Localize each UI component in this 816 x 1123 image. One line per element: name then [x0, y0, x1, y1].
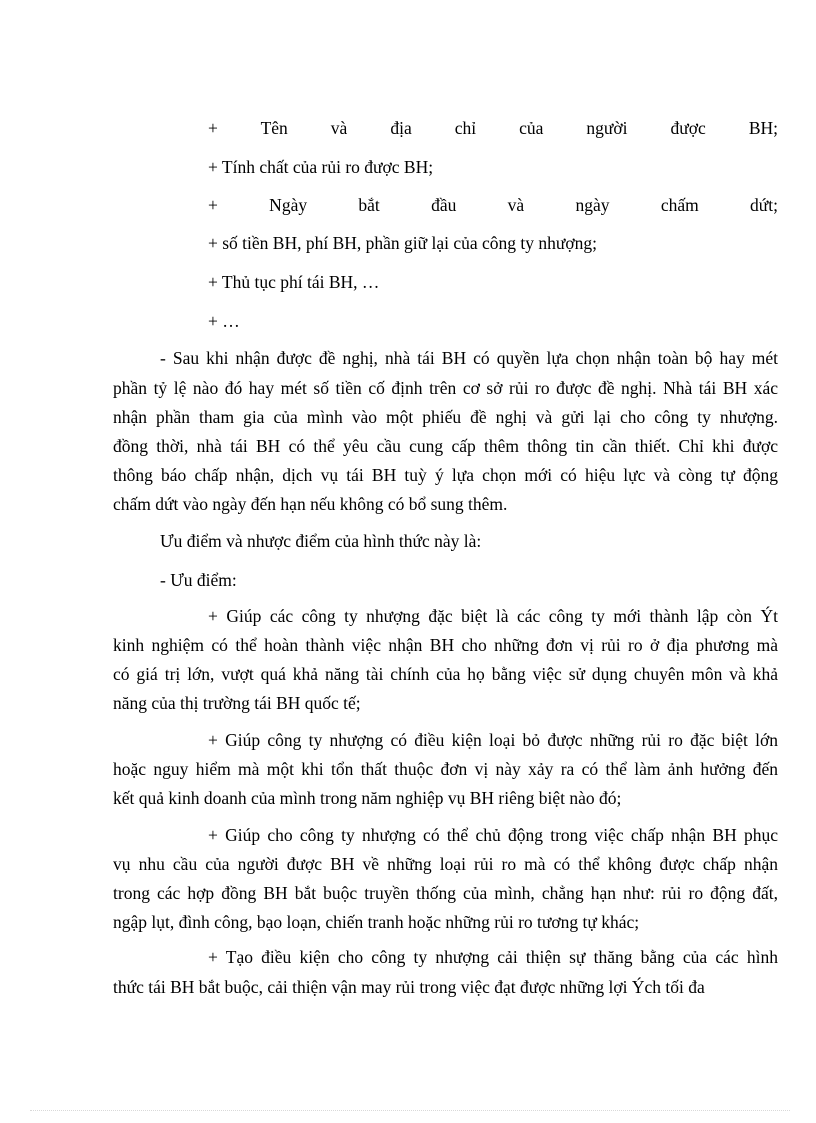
- para4-line: trong các hợp đồng BH bắt buộc truyền thống của mình, chẳng hạn như: rủi ro động đất,: [113, 883, 778, 903]
- para2-line: năng của thị trường tái BH quốc tế;: [113, 693, 361, 713]
- advantages-heading: - Ưu điểm:: [160, 570, 237, 590]
- para1-line: thông báo chấp nhận, dịch vụ tái BH tuỳ ý lựa chọn mới có hiệu lực và còng tự động: [113, 465, 778, 485]
- para3-line: + Giúp công ty nhượng có điều kiện loại bỏ được những rủi ro đặc biệt lớn: [208, 730, 778, 750]
- para3-line: hoặc nguy hiểm mà một khi tổn thất thuộc đơn vị này xảy ra có thể làm ảnh hưởng đến: [113, 759, 778, 779]
- para5-line: + Tạo điều kiện cho công ty nhượng cải thiện sự thăng bằng của các hình: [208, 947, 778, 967]
- para4-line: vụ nhu cầu của người được BH về những loại rủi ro mà có thể không được chấp nhận: [113, 854, 778, 874]
- para2-line: có giá trị lớn, vượt quá khả năng tài chính của họ bằng việc sử dụng chuyên môn và khả: [113, 664, 778, 684]
- list-item-risk-nature: + Tính chất của rủi ro được BH;: [208, 157, 434, 177]
- para2-line: + Giúp các công ty nhượng đặc biệt là các công ty mới thành lập còn Ýt: [208, 606, 778, 626]
- para1-line: phần tỷ lệ nào đó hay mét số tiền cố định trên cơ sở rủi ro được đề nghị. Nhà tái BH xác: [113, 378, 778, 398]
- para1-line: chấm dứt vào ngày đến hạn nếu không có bổ sung thêm.: [113, 494, 508, 514]
- para1-line: nhận phần tham gia của mình vào một phiếu đề nghị và gửi lại cho công ty nhượng.: [113, 407, 778, 427]
- list-item-name-address: + Tên và địa chỉ của người được BH;: [208, 118, 778, 138]
- page-bottom-divider: [30, 1110, 790, 1111]
- para5-line: thức tái BH bắt buộc, cải thiện vận may rủi trong việc đạt được những lợi Ých tối đa: [113, 977, 705, 997]
- list-item-dates: + Ngày bắt đầu và ngày chấm dứt;: [208, 195, 778, 215]
- section-heading: Ưu điểm và nhược điểm của hình thức này là:: [160, 531, 482, 551]
- para3-line: kết quả kinh doanh của mình trong năm nghiệp vụ BH riêng biệt nào đó;: [113, 788, 622, 808]
- para2-line: kinh nghiệm có thể hoàn thành việc nhận BH cho những đơn vị rủi ro ở địa phương mà: [113, 635, 778, 655]
- list-item-fees: + Thủ tục phí tái BH, …: [208, 272, 380, 292]
- para4-line: + Giúp cho công ty nhượng có thể chủ động trong việc chấp nhận BH phục: [208, 825, 778, 845]
- list-item-ellipsis: + …: [208, 311, 240, 331]
- list-item-amounts: + số tiền BH, phí BH, phần giữ lại của công ty nhượng;: [208, 233, 598, 253]
- para1-line: đồng thời, nhà tái BH có thể yêu cầu cung cấp thêm thông tin cần thiết. Chỉ khi được: [113, 436, 778, 456]
- para4-line: ngập lụt, đình công, bạo loạn, chiến tranh hoặc những rủi ro tương tự khác;: [113, 912, 640, 932]
- para1-line: - Sau khi nhận được đề nghị, nhà tái BH có quyền lựa chọn nhận toàn bộ hay mét: [160, 348, 778, 368]
